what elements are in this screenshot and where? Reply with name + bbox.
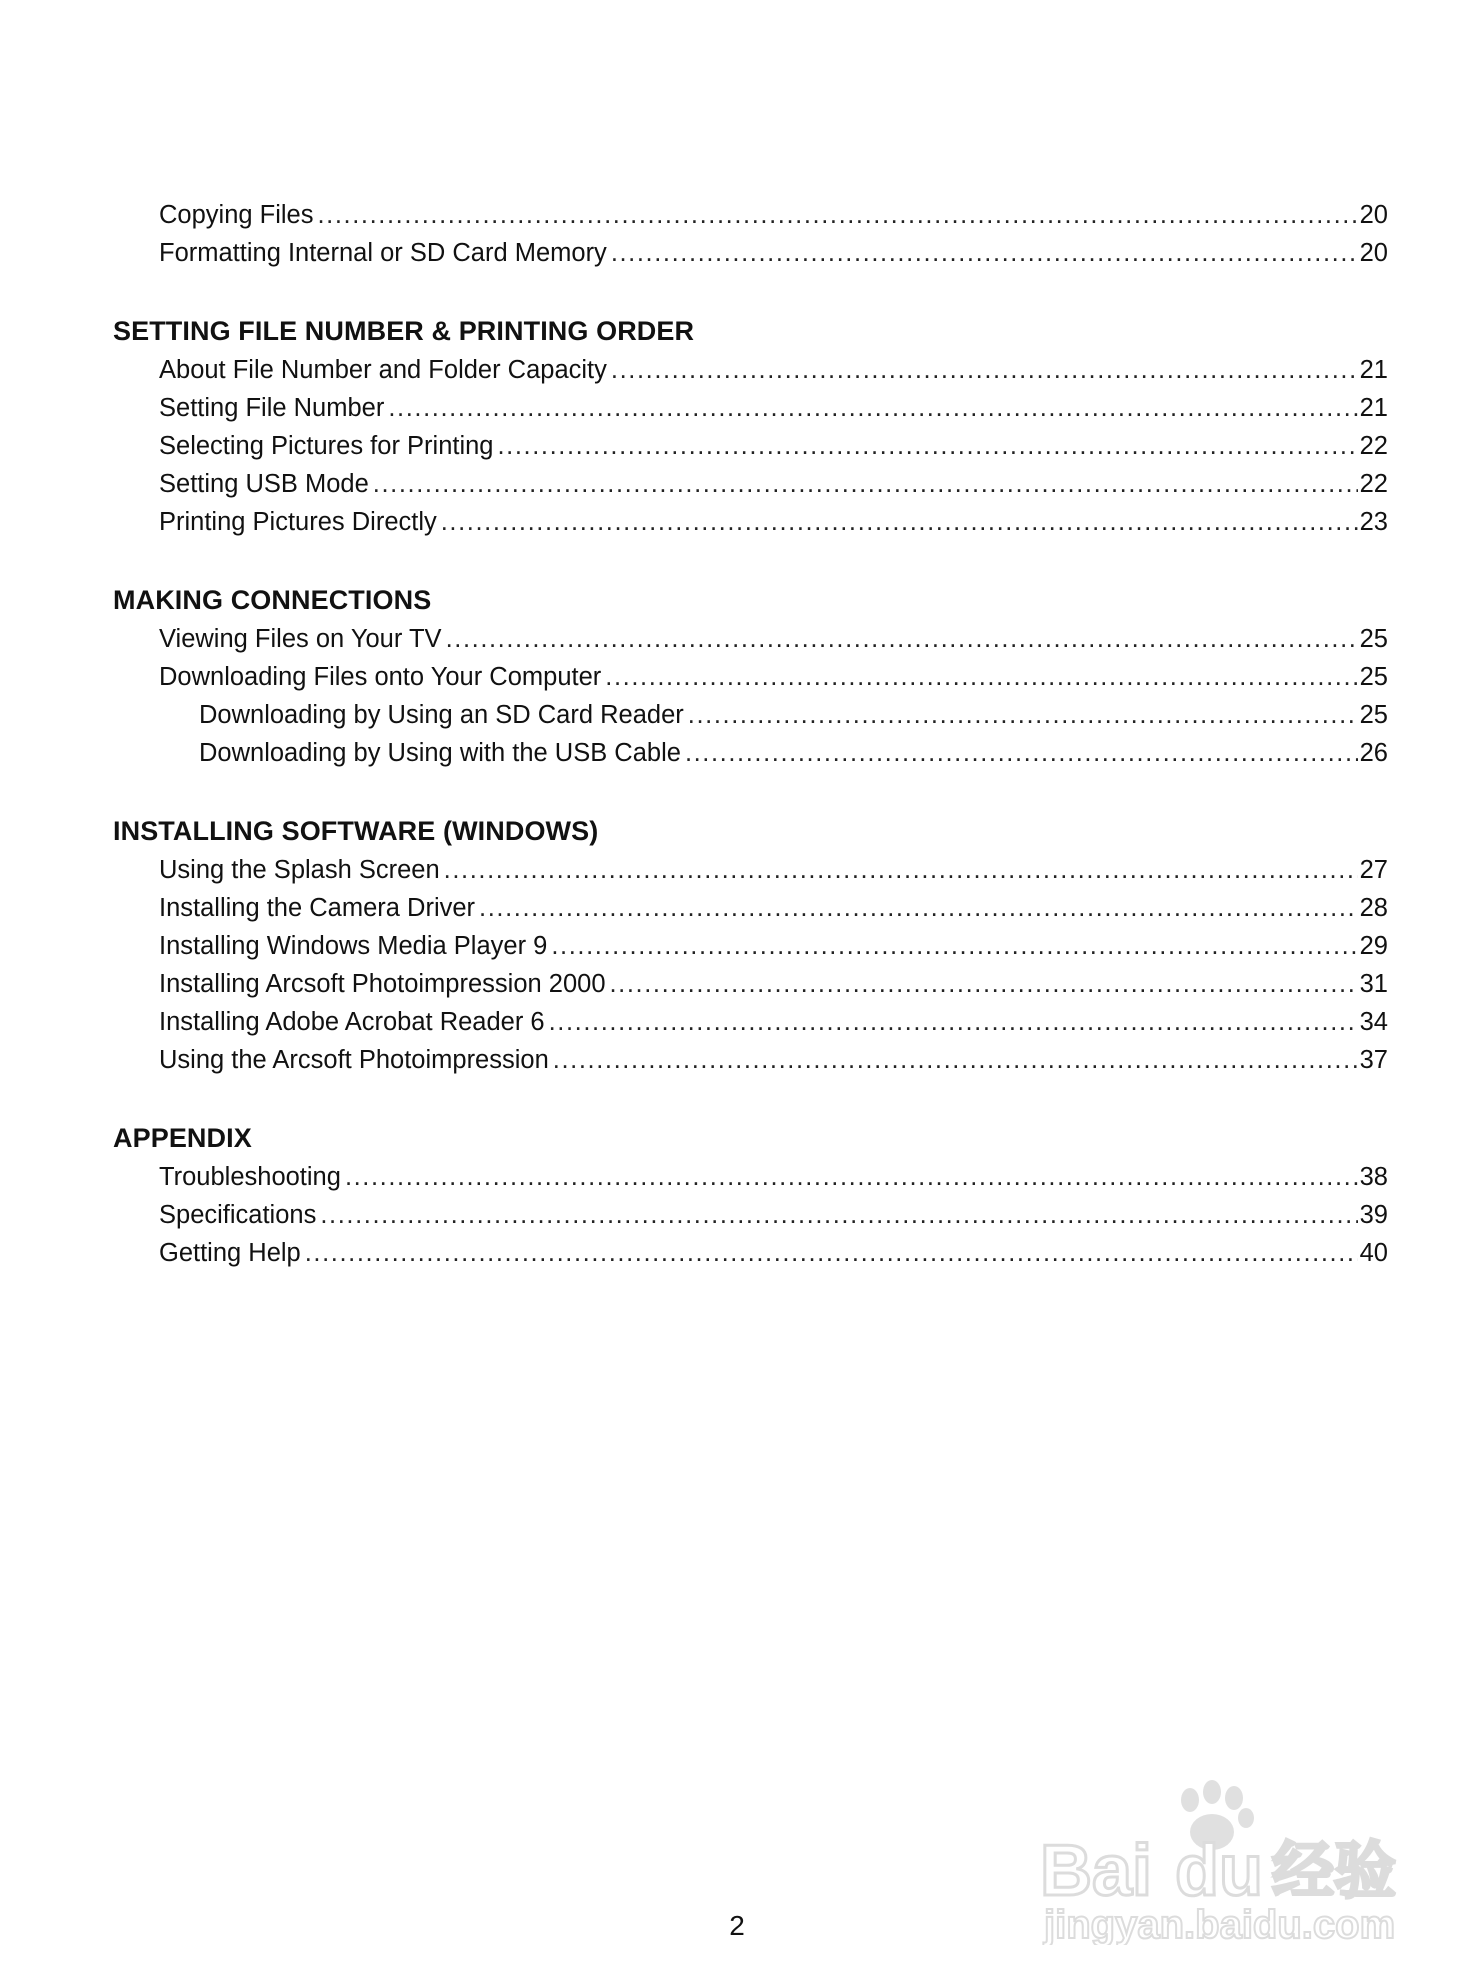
dot-leader bbox=[388, 389, 1357, 427]
toc-entry-label: Downloading by Using an SD Card Reader bbox=[199, 701, 684, 729]
section-heading: MAKING CONNECTIONS bbox=[113, 585, 432, 615]
toc-entry[interactable] bbox=[113, 620, 1388, 658]
toc-entry-page: 22 bbox=[1359, 432, 1388, 460]
toc-entry-page: 25 bbox=[1359, 625, 1388, 653]
toc-entry[interactable] bbox=[113, 658, 1388, 696]
toc-entry-label: Troubleshooting bbox=[159, 1163, 341, 1191]
toc-entry-label: Setting USB Mode bbox=[159, 470, 369, 498]
toc-section bbox=[113, 580, 1388, 772]
svg-text:经验: 经验 bbox=[1272, 1834, 1397, 1907]
toc-entry[interactable] bbox=[113, 889, 1388, 927]
dot-leader bbox=[345, 1158, 1358, 1196]
toc-entry[interactable] bbox=[113, 1196, 1388, 1234]
dot-leader bbox=[611, 351, 1358, 389]
toc-entry[interactable] bbox=[113, 965, 1388, 1003]
toc-entry-label: Printing Pictures Directly bbox=[159, 508, 437, 536]
toc-entry-page: 26 bbox=[1359, 739, 1388, 767]
toc-entry[interactable] bbox=[113, 427, 1388, 465]
toc-entry-label: About File Number and Folder Capacity bbox=[159, 356, 607, 384]
toc-entry-page: 38 bbox=[1359, 1163, 1388, 1191]
toc-section bbox=[113, 1118, 1388, 1272]
toc-entry-label: Using the Splash Screen bbox=[159, 856, 440, 884]
toc-entry[interactable] bbox=[113, 234, 1388, 272]
watermark-url: jingyan.baidu.com bbox=[1044, 1903, 1396, 1945]
toc-entry-page: 20 bbox=[1359, 201, 1388, 229]
section-heading: SETTING FILE NUMBER & PRINTING ORDER bbox=[113, 316, 695, 346]
toc-entry[interactable] bbox=[113, 1158, 1388, 1196]
toc-entry-label: Formatting Internal or SD Card Memory bbox=[159, 239, 607, 267]
toc-entry-label: Installing Windows Media Player 9 bbox=[159, 932, 548, 960]
section-heading: APPENDIX bbox=[113, 1123, 252, 1153]
toc-entry-label: Viewing Files on Your TV bbox=[159, 625, 442, 653]
toc-section bbox=[113, 811, 1388, 1079]
dot-leader bbox=[320, 1196, 1357, 1234]
toc-entry-page: 20 bbox=[1359, 239, 1388, 267]
toc-entry[interactable] bbox=[113, 927, 1388, 965]
toc-entry-page: 40 bbox=[1359, 1239, 1388, 1267]
dot-leader bbox=[317, 196, 1357, 234]
dot-leader bbox=[553, 1041, 1358, 1079]
toc-entry-page: 37 bbox=[1359, 1046, 1388, 1074]
toc-entry-label: Selecting Pictures for Printing bbox=[159, 432, 494, 460]
toc-entry-label: Specifications bbox=[159, 1201, 317, 1229]
dot-leader bbox=[305, 1234, 1358, 1272]
toc-entry[interactable] bbox=[113, 196, 1388, 234]
toc-entry-label: Installing the Camera Driver bbox=[159, 894, 476, 922]
toc-entry-page: 25 bbox=[1359, 663, 1388, 691]
toc-entry[interactable] bbox=[113, 851, 1388, 889]
dot-leader bbox=[685, 734, 1358, 772]
dot-leader bbox=[605, 658, 1357, 696]
toc-entry-page: 21 bbox=[1359, 356, 1388, 384]
toc-entry-page: 34 bbox=[1359, 1008, 1388, 1036]
toc-entry-page: 25 bbox=[1359, 701, 1388, 729]
toc-entry-label: Installing Arcsoft Photoimpression 2000 bbox=[159, 970, 606, 998]
toc-entry-label: Setting File Number bbox=[159, 394, 385, 422]
toc-entry[interactable] bbox=[113, 696, 1388, 734]
page-number: 2 bbox=[729, 1910, 745, 1941]
toc-section bbox=[113, 311, 1388, 541]
toc-entry[interactable] bbox=[113, 389, 1388, 427]
toc-section bbox=[113, 196, 1388, 272]
toc-entry-page: 39 bbox=[1359, 1201, 1388, 1229]
toc-entry-page: 29 bbox=[1359, 932, 1388, 960]
toc-entry-label: Installing Adobe Acrobat Reader 6 bbox=[159, 1008, 545, 1036]
dot-leader bbox=[373, 465, 1358, 503]
dot-leader bbox=[688, 696, 1358, 734]
toc-entry-page: 22 bbox=[1359, 470, 1388, 498]
toc-entry[interactable] bbox=[113, 1041, 1388, 1079]
table-of-contents bbox=[113, 196, 1388, 1272]
toc-entry[interactable] bbox=[113, 351, 1388, 389]
toc-entry-page: 27 bbox=[1359, 856, 1388, 884]
toc-entry-page: 23 bbox=[1359, 508, 1388, 536]
toc-entry-label: Downloading by Using with the USB Cable bbox=[199, 739, 681, 767]
toc-entry-label: Copying Files bbox=[159, 201, 314, 229]
dot-leader bbox=[611, 234, 1358, 272]
dot-leader bbox=[498, 427, 1358, 465]
dot-leader bbox=[479, 889, 1358, 927]
toc-entry[interactable] bbox=[113, 465, 1388, 503]
dot-leader bbox=[441, 503, 1358, 541]
dot-leader bbox=[610, 965, 1358, 1003]
toc-entry-label: Downloading Files onto Your Computer bbox=[159, 663, 602, 691]
dot-leader bbox=[551, 927, 1357, 965]
toc-entry-page: 21 bbox=[1359, 394, 1388, 422]
toc-entry[interactable] bbox=[113, 1003, 1388, 1041]
toc-entry-label: Using the Arcsoft Photoimpression bbox=[159, 1046, 549, 1074]
dot-leader bbox=[446, 620, 1358, 658]
svg-text:Bai: Bai bbox=[1040, 1831, 1153, 1911]
dot-leader bbox=[549, 1003, 1358, 1041]
toc-entry-page: 31 bbox=[1359, 970, 1388, 998]
toc-entry[interactable] bbox=[113, 503, 1388, 541]
toc-entry[interactable] bbox=[113, 1234, 1388, 1272]
section-heading: INSTALLING SOFTWARE (WINDOWS) bbox=[113, 816, 599, 846]
dot-leader bbox=[444, 851, 1358, 889]
toc-entry[interactable] bbox=[113, 734, 1388, 772]
baidu-watermark-logo bbox=[1040, 1770, 1420, 1945]
toc-entry-page: 28 bbox=[1359, 894, 1388, 922]
svg-text:du: du bbox=[1175, 1831, 1263, 1911]
toc-entry-label: Getting Help bbox=[159, 1239, 301, 1267]
